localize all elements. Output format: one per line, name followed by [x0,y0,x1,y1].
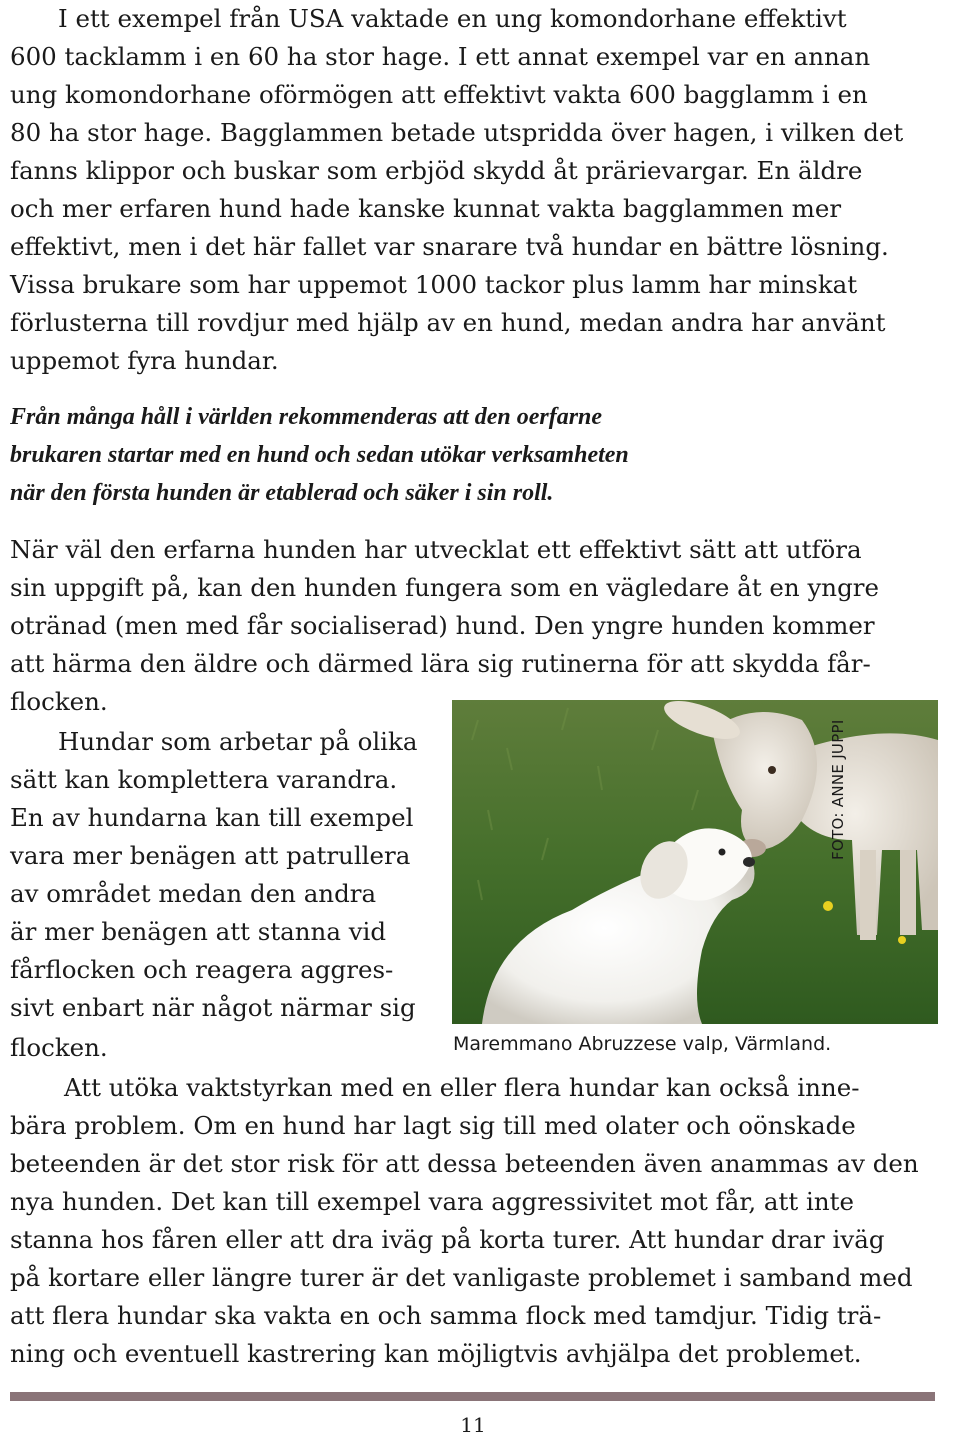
quote-line: brukaren startar med en hund och sedan utökar verksamheten [10,442,629,468]
text-line: När väl den erfarna hunden har utvecklat ett effektivt sätt att utföra [10,535,862,564]
text-line: flocken. [10,1033,108,1062]
photo-credit: FOTO: ANNE JUPPI [829,719,847,860]
text-line: på kortare eller längre turer är det vanligaste problemet i samband med [10,1263,913,1292]
text-line: sivt enbart när något närmar sig [10,993,416,1022]
text-line: att flera hundar ska vakta en och samma flock med tamdjur. Tidig trä- [10,1301,882,1330]
text-line: vara mer benägen att patrullera [10,841,411,870]
text-line: otränad (men med får socialiserad) hund. Den yngre hunden kommer [10,611,875,640]
text-line: sin uppgift på, kan den hunden fungera som en vägledare åt en yngre [10,573,879,602]
text-line: bära problem. Om en hund har lagt sig till med olater och oönskade [10,1111,856,1140]
text-line: och mer erfaren hund hade kanske kunnat vakta bagglammen mer [10,194,842,223]
page-number: 11 [460,1413,486,1437]
text-line: ung komondorhane oförmögen att effektivt vakta 600 bagglamm i en [10,80,868,109]
text-line: fårflocken och reagera aggres- [10,955,394,984]
text-line: 600 tacklamm i en 60 ha stor hage. I ett annat exempel var en annan [10,42,871,71]
flower [898,936,906,944]
text-line: En av hundarna kan till exempel [10,803,414,832]
text-line: är mer benägen att stanna vid [10,917,387,946]
text-line: förlusterna till rovdjur med hjälp av en hund, medan andra har använt [10,308,886,337]
text-line: ning och eventuell kastrering kan möjligtvis avhjälpa det problemet. [10,1339,862,1368]
text-line: sätt kan komplettera varandra. [10,765,398,794]
text-line: att härma den äldre och därmed lära sig rutinerna för att skydda får- [10,649,871,678]
text-line: 80 ha stor hage. Bagglammen betade utspridda över hagen, i vilken det [10,118,904,147]
text-line: I ett exempel från USA vaktade en ung komondorhane effektivt [58,4,847,33]
text-line: nya hunden. Det kan till exempel vara aggressivitet mot får, att inte [10,1187,854,1216]
puppy-lamb-photo [452,700,938,1024]
text-line: beteenden är det stor risk för att dessa beteenden även anammas av den [10,1149,919,1178]
footer-rule [10,1392,935,1401]
flower [823,901,833,911]
text-line: flocken. [10,687,108,716]
text-line: av området medan den andra [10,879,377,908]
text-line: Hundar som arbetar på olika [58,727,418,756]
photo-caption: Maremmano Abruzzese valp, Värmland. [453,1033,832,1055]
text-line: Vissa brukare som har uppemot 1000 tackor plus lamm har minskat [10,270,858,299]
text-line: stanna hos fåren eller att dra iväg på korta turer. Att hundar drar iväg [10,1225,885,1254]
text-line: uppemot fyra hundar. [10,346,279,375]
quote-line: Från många håll i världen rekommenderas att den oerfarne [10,404,603,430]
text-line: fanns klippor och buskar som erbjöd skydd åt prärievargar. En äldre [10,156,863,185]
quote-line: när den första hunden är etablerad och säker i sin roll. [10,480,554,506]
photo-illustration [452,700,938,1024]
text-line: Att utöka vaktstyrkan med en eller flera hundar kan också inne- [64,1073,860,1102]
text-line: effektivt, men i det här fallet var snarare två hundar en bättre lösning. [10,232,889,261]
